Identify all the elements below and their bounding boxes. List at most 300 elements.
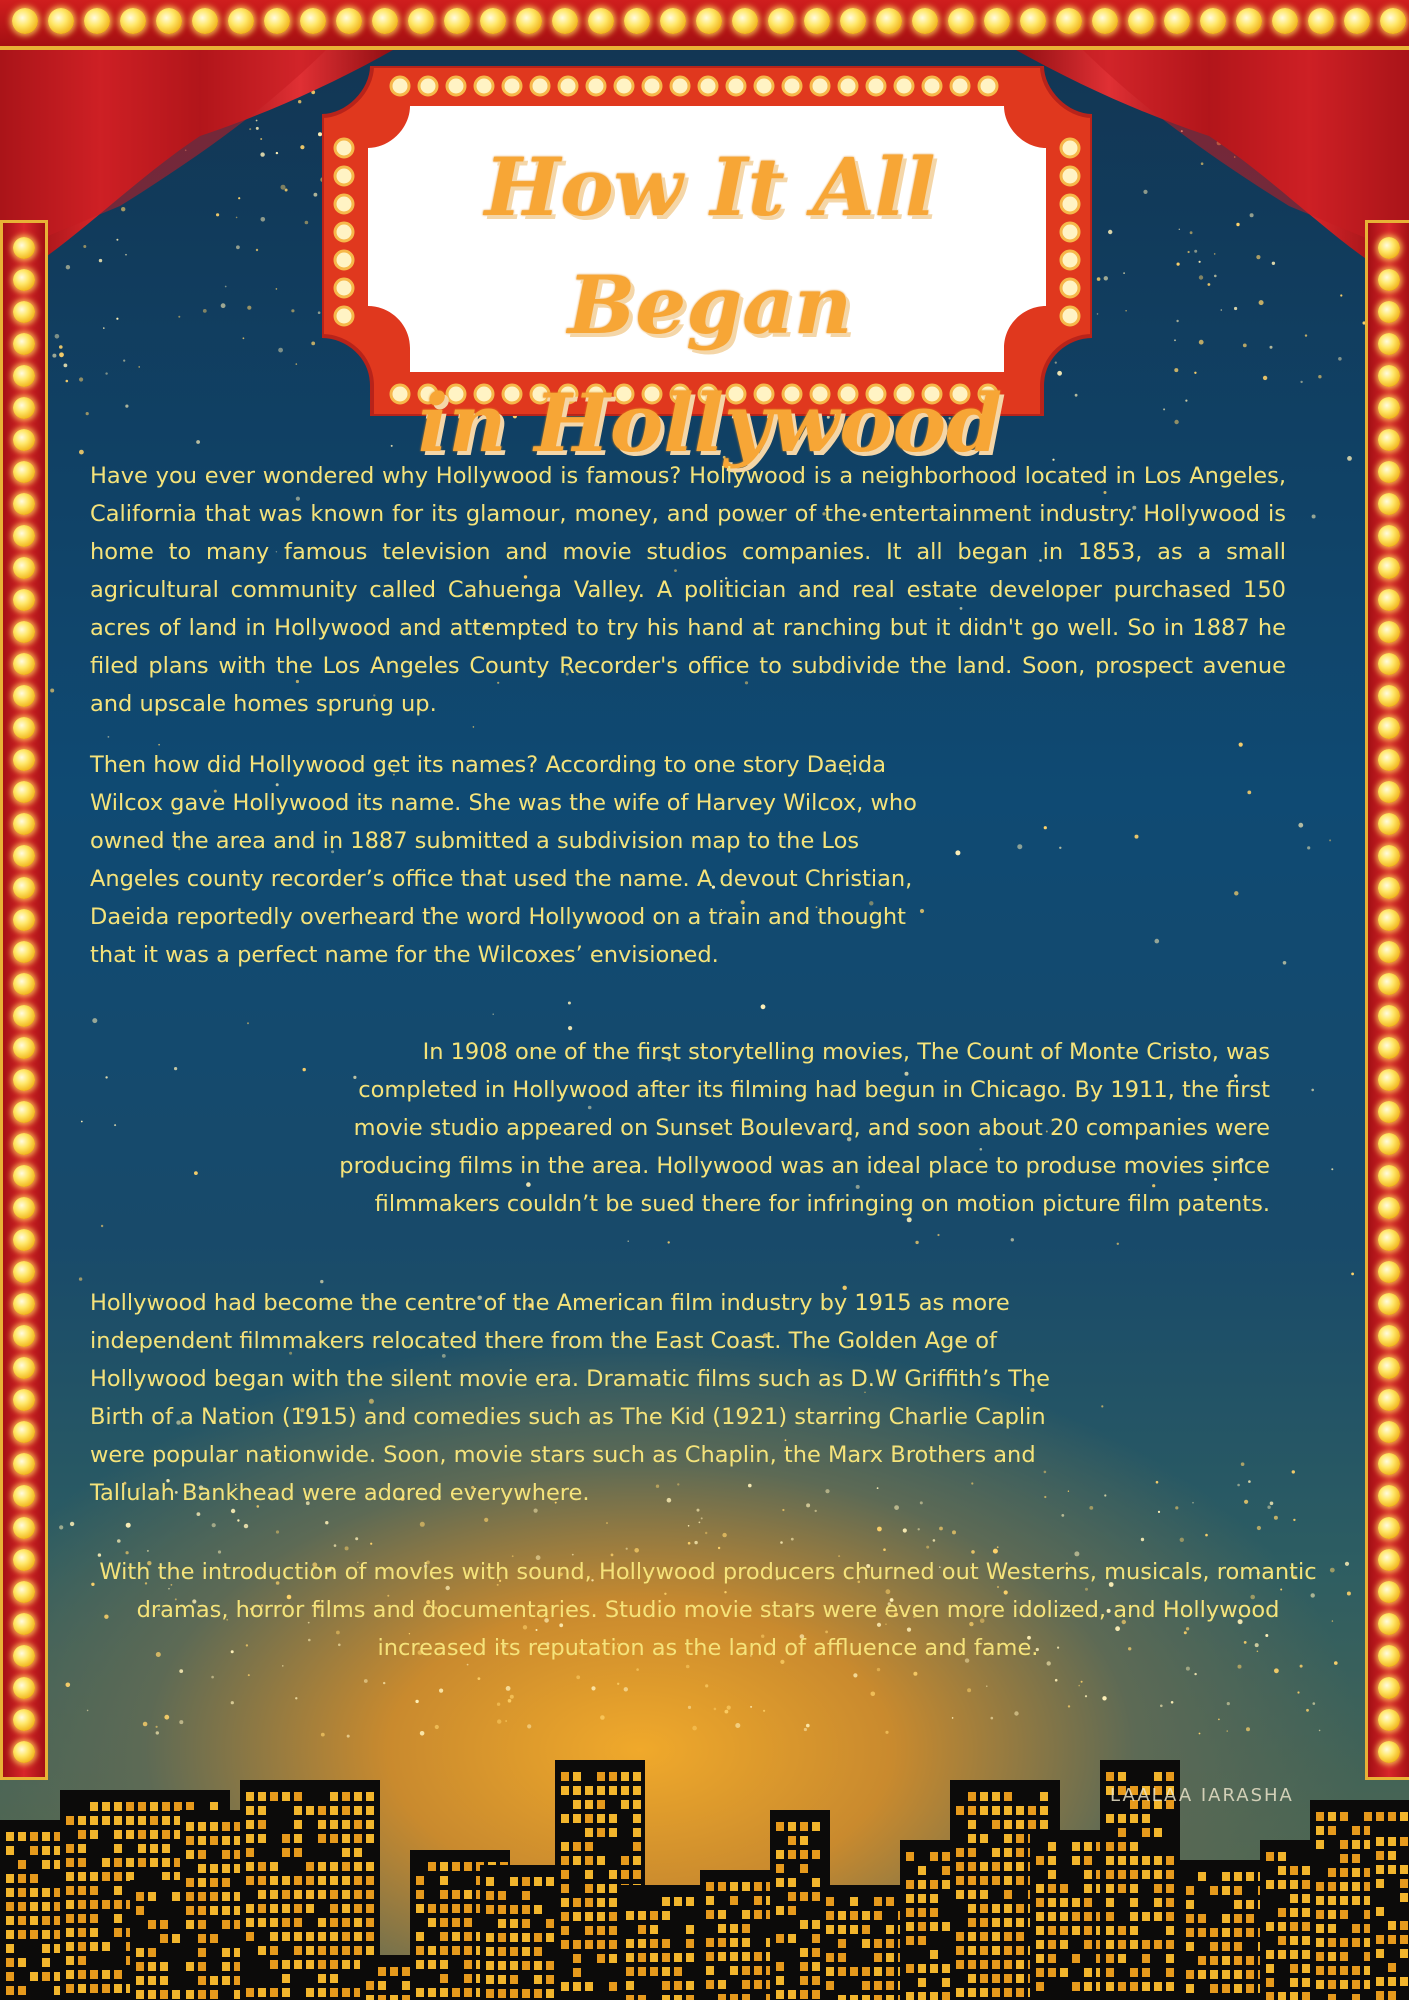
building-window (1106, 1912, 1114, 1921)
building-window (1142, 1870, 1150, 1879)
building-window (1246, 1914, 1254, 1923)
bulb-icon (13, 845, 35, 867)
building-window (1130, 1926, 1138, 1935)
building-window (1340, 1868, 1348, 1877)
paragraph-intro: Have you ever wondered why Hollywood is famous? Hollywood is a neighborhood located in Los Angeles, California that was known for its glamour, money, and power of the entertainment industry. Hollywood is home to many famous television and movie studios companies. It all began in 1853, as a small agricultural community called Cahuenga Valley. A politician and real estate developer purchased 150 acres of land in Hollywood and attempted to try his hand at ranching but it didn't go well. So in 1887 he filed plans with the Los Angeles County Recorder's office to subdivide the land. Soon, prospect avenue and upscale homes sprung up. (90, 463, 1286, 717)
building-window (160, 1976, 168, 1985)
building-window (66, 1914, 74, 1923)
sparkle-dot (1305, 334, 1307, 336)
building-window (270, 1932, 278, 1941)
sparkle-dot (79, 377, 83, 381)
building-window (686, 1925, 694, 1934)
building-window (354, 1820, 362, 1829)
bulb-icon (1378, 429, 1400, 451)
building-window (546, 1933, 554, 1942)
building-window (258, 1876, 266, 1885)
sign-bulb-icon (335, 195, 353, 213)
building-window (282, 1834, 290, 1843)
building-window (621, 1870, 629, 1879)
bulb-icon (13, 1005, 35, 1027)
building-window (1142, 1856, 1150, 1865)
sparkle-dot (1307, 846, 1310, 849)
building-window (1388, 1935, 1396, 1944)
building-window (172, 1990, 180, 1999)
building-window (66, 1900, 74, 1909)
building-window (198, 1906, 206, 1915)
bulb-icon (13, 429, 35, 451)
building-window (402, 1995, 410, 2000)
building-window (258, 1862, 266, 1871)
building-window (90, 1802, 98, 1811)
building-window (1316, 1938, 1324, 1947)
building-window (78, 1886, 86, 1895)
building-window (428, 1946, 436, 1955)
building-window (742, 1882, 750, 1891)
building-window (428, 1918, 436, 1927)
building-window (102, 1970, 110, 1979)
building-window (886, 1981, 894, 1990)
building-window (942, 1866, 950, 1875)
building-window (561, 1772, 569, 1781)
building-window (66, 1844, 74, 1853)
building-window (1234, 1886, 1242, 1895)
building-window (788, 1906, 796, 1915)
building-window (788, 1990, 796, 1999)
sparkle-dot (1292, 1470, 1295, 1473)
building-window (246, 1792, 254, 1801)
building-window (980, 1806, 988, 1815)
building-window (258, 1988, 266, 1997)
building-window (174, 1802, 182, 1811)
building-window (294, 1820, 302, 1829)
building-window (1198, 1914, 1206, 1923)
building-window (342, 1834, 350, 1843)
building-window (930, 1894, 938, 1903)
building-window (186, 1836, 194, 1845)
building-window (1016, 1862, 1024, 1871)
building-window (318, 1862, 326, 1871)
building-window (546, 1989, 554, 1998)
building-window (674, 1981, 682, 1990)
building-window (968, 1820, 976, 1829)
building-window (609, 1954, 617, 1963)
building-window (1004, 1890, 1012, 1899)
building-window (706, 1952, 714, 1961)
building-window (754, 1896, 762, 1905)
sparkle-dot (1180, 1538, 1184, 1542)
title-line-2: in Hollywood (417, 376, 1003, 470)
building-window (1130, 1814, 1138, 1823)
sparkle-dot (1104, 1494, 1106, 1496)
building-window (452, 1988, 460, 1997)
building-window (534, 1947, 542, 1956)
sparkle-dot (237, 1519, 239, 1521)
building-window (258, 1834, 266, 1843)
building-window (626, 1911, 634, 1920)
building-window (1142, 1968, 1150, 1977)
building-window (318, 1946, 326, 1955)
sparkle-dot (1174, 420, 1178, 424)
sparkle-dot (1141, 1538, 1144, 1541)
bulb-icon (1378, 845, 1400, 867)
building-window (102, 1816, 110, 1825)
building-window (318, 1876, 326, 1885)
building-window (210, 1990, 218, 1999)
sparkle-dot (606, 1522, 608, 1524)
building-window (906, 1964, 914, 1973)
sparkle-dot (117, 1539, 121, 1543)
building-window (968, 1890, 976, 1899)
building-window (318, 1834, 326, 1843)
building-window (980, 1946, 988, 1955)
building-window (1016, 1960, 1024, 1969)
building-window (416, 1876, 424, 1885)
bulb-icon (372, 8, 398, 34)
sparkle-dot (212, 1523, 216, 1527)
sparkle-dot (1156, 1481, 1159, 1484)
building-window (1004, 1792, 1012, 1801)
bulb-icon (1308, 8, 1334, 34)
building-window (1266, 1922, 1274, 1931)
building-window (30, 1916, 38, 1925)
building-window (114, 1858, 122, 1867)
building-window (1186, 1928, 1194, 1937)
building-window (486, 1877, 494, 1886)
building-window (1084, 1842, 1092, 1851)
sparkle-dot (1270, 346, 1273, 349)
sparkle-dot (1293, 1519, 1295, 1521)
bulb-icon (1378, 1069, 1400, 1091)
sparkle-dot (318, 311, 321, 314)
building-window (812, 1892, 820, 1901)
building-window (686, 1981, 694, 1990)
building-window (742, 1952, 750, 1961)
building-window (718, 1994, 726, 2000)
building-window (1036, 1954, 1044, 1963)
building-window (1278, 1922, 1286, 1931)
building-window (66, 1872, 74, 1881)
building-window (573, 1940, 581, 1949)
sparkle-dot (1205, 1534, 1208, 1537)
building-window (342, 1932, 350, 1941)
building-window (498, 1989, 506, 1998)
building-window (1004, 1806, 1012, 1815)
building-window (674, 1897, 682, 1906)
building-window (1352, 1840, 1360, 1849)
building-window (1036, 1898, 1044, 1907)
building-window (1016, 1806, 1024, 1815)
building-window (626, 1939, 634, 1948)
building-window (150, 1858, 158, 1867)
building-window (1278, 1866, 1286, 1875)
building-window (1388, 1977, 1396, 1986)
building-window (956, 1932, 964, 1941)
building-window (1154, 1982, 1162, 1991)
sparkle-dot (1194, 1673, 1196, 1675)
building-window (597, 1814, 605, 1823)
building-window (800, 1976, 808, 1985)
building-window (1004, 1918, 1012, 1927)
building-window (1048, 1842, 1056, 1851)
building-window (1084, 1884, 1092, 1893)
building-window (812, 1850, 820, 1859)
building-window (742, 1966, 750, 1975)
building-window (838, 1967, 846, 1976)
building-window (1040, 1806, 1048, 1815)
building-window (1016, 1848, 1024, 1857)
bulb-icon (13, 1517, 35, 1539)
building-window (102, 1858, 110, 1867)
building-window (6, 1916, 14, 1925)
building-window (198, 1822, 206, 1831)
sparkle-dot (1234, 307, 1237, 310)
sparkle-dot (1283, 961, 1287, 965)
building-window (78, 1872, 86, 1881)
building-window (956, 1862, 964, 1871)
building-window (510, 1877, 518, 1886)
building-window (138, 1816, 146, 1825)
building-window (510, 1933, 518, 1942)
building-window (1166, 1912, 1174, 1921)
building-window (136, 1892, 144, 1901)
sparkle-dot (1234, 891, 1238, 895)
building-window (662, 1939, 670, 1948)
building-window (1352, 1994, 1360, 2000)
building-window (270, 1862, 278, 1871)
building-window (390, 1967, 398, 1976)
building-window (66, 1970, 74, 1979)
sparkle-dot (722, 1533, 726, 1537)
building-window (956, 1890, 964, 1899)
bulb-icon (13, 525, 35, 547)
sign-bulb-icon (783, 77, 801, 95)
building-window (621, 1772, 629, 1781)
building-window (585, 1898, 593, 1907)
building-window (1316, 1952, 1324, 1961)
city-skyline (0, 1680, 1409, 2000)
sparkle-dot (1332, 1620, 1333, 1621)
building-window (210, 1822, 218, 1831)
building-window (342, 1862, 350, 1871)
building-window (1028, 1820, 1036, 1829)
building-window (306, 1904, 314, 1913)
bulb-icon (13, 1261, 35, 1283)
building-window (318, 1988, 326, 1997)
building-window (1060, 1926, 1068, 1935)
building-window (980, 1988, 988, 1997)
building-window (706, 1896, 714, 1905)
building-window (486, 1989, 494, 1998)
building-window (486, 1961, 494, 1970)
building-window (1004, 1960, 1012, 1969)
bulb-icon (13, 1229, 35, 1251)
building-window (366, 1946, 374, 1955)
building-window (992, 1960, 1000, 1969)
sparkle-dot (1199, 340, 1204, 345)
bulb-icon (804, 8, 830, 34)
building-window (330, 1876, 338, 1885)
building-window (186, 1878, 194, 1887)
building-window (366, 1995, 374, 2000)
building-window (1316, 1812, 1324, 1821)
building-window (354, 1946, 362, 1955)
building-window (930, 1950, 938, 1959)
building-window (354, 1792, 362, 1801)
sparkle-dot (1340, 294, 1342, 296)
building-window (198, 1836, 206, 1845)
building-window (1036, 1982, 1044, 1991)
building-window (210, 1864, 218, 1873)
building-window (160, 1962, 168, 1971)
building-window (1340, 1938, 1348, 1947)
sparkle-dot (1259, 300, 1264, 305)
building-window (1364, 1812, 1372, 1821)
sign-bulb-icon (671, 77, 689, 95)
building-window (1290, 1866, 1298, 1875)
building-window (18, 1930, 26, 1939)
sparkle-dot (1174, 368, 1178, 372)
building-window (742, 1910, 750, 1919)
building-window (78, 1830, 86, 1839)
building-window (126, 1830, 134, 1839)
building-window (1072, 1856, 1080, 1865)
building-window (1004, 1946, 1012, 1955)
building-window (992, 1988, 1000, 1997)
building-window (114, 1830, 122, 1839)
sparkle-dot (66, 380, 69, 383)
building-window (730, 1882, 738, 1891)
sparkle-dot (125, 405, 128, 408)
building-window (42, 1846, 50, 1855)
building-window (776, 1962, 784, 1971)
building-window (609, 1940, 617, 1949)
building-window (1004, 1848, 1012, 1857)
sparkle-dot (915, 1241, 918, 1244)
building-window (90, 1984, 98, 1993)
building-window (452, 1862, 460, 1871)
building-window (800, 1920, 808, 1929)
building-window (126, 1872, 134, 1881)
building-window (1302, 1978, 1310, 1987)
building-window (1154, 1870, 1162, 1879)
sparkle-dot (634, 1548, 639, 1553)
building-window (90, 1900, 98, 1909)
building-window (626, 1995, 634, 2000)
building-window (1106, 1856, 1114, 1865)
building-window (609, 1884, 617, 1893)
building-window (318, 1890, 326, 1899)
building-window (1246, 1970, 1254, 1979)
building-window (1278, 1950, 1286, 1959)
building-window (294, 1876, 302, 1885)
building-window (918, 1936, 926, 1945)
building-window (621, 1786, 629, 1795)
building-window (366, 1834, 374, 1843)
sparkle-dot (903, 1528, 907, 1532)
building-window (992, 1792, 1000, 1801)
building-window (498, 1947, 506, 1956)
building-window (1222, 1928, 1230, 1937)
building-window (428, 1904, 436, 1913)
bulb-icon (1378, 1005, 1400, 1027)
building-window (498, 1975, 506, 1984)
bulb-icon (13, 973, 35, 995)
building-window (968, 1988, 976, 1997)
building-window (1352, 1826, 1360, 1835)
building-window (1118, 1842, 1126, 1851)
building-window (638, 1995, 646, 2000)
building-window (1352, 1868, 1360, 1877)
building-window (330, 1974, 338, 1983)
building-window (1106, 1898, 1114, 1907)
building-window (354, 1890, 362, 1899)
bulb-icon (13, 1581, 35, 1603)
building-window (850, 1967, 858, 1976)
building-window (162, 1816, 170, 1825)
sparkle-dot (688, 1525, 690, 1527)
building-window (1290, 1922, 1298, 1931)
building-window (573, 1912, 581, 1921)
building-window (1234, 1970, 1242, 1979)
building-window (1060, 1898, 1068, 1907)
building-window (1290, 1978, 1298, 1987)
building-window (1400, 1812, 1408, 1821)
building-window (1072, 1982, 1080, 1991)
bulb-icon (1378, 749, 1400, 771)
building-window (222, 1892, 230, 1901)
building-window (138, 1830, 146, 1839)
building-window (282, 1960, 290, 1969)
building-window (1210, 1956, 1218, 1965)
building-window (862, 1939, 870, 1948)
building-window (826, 1953, 834, 1962)
sparkle-dot (221, 303, 226, 308)
building-window (812, 1878, 820, 1887)
building-window (1328, 1924, 1336, 1933)
building-window (980, 1876, 988, 1885)
building-window (210, 1802, 218, 1811)
building-window (1290, 1992, 1298, 2000)
building-window (522, 1989, 530, 1998)
building-window (686, 1897, 694, 1906)
building-window (162, 1858, 170, 1867)
building-window (874, 1967, 882, 1976)
building-window (78, 1970, 86, 1979)
building-window (390, 1995, 398, 2000)
building-window (1154, 1912, 1162, 1921)
building-window (452, 1918, 460, 1927)
sign-bulb-icon (1061, 195, 1079, 213)
bulb-icon (13, 1389, 35, 1411)
building-window (282, 1904, 290, 1913)
building-window (1234, 1900, 1242, 1909)
building-window (1154, 1828, 1162, 1837)
bulb-icon (1378, 1229, 1400, 1251)
building-window (510, 1905, 518, 1914)
building-window (1388, 1991, 1396, 2000)
building-window (6, 1846, 14, 1855)
bulb-icon (1378, 813, 1400, 835)
sign-bulb-icon (335, 223, 353, 241)
building-window (956, 1960, 964, 1969)
building-window (486, 1933, 494, 1942)
building-window (930, 1880, 938, 1889)
building-window (1246, 1984, 1254, 1993)
building-window (1060, 1912, 1068, 1921)
bulb-icon (1378, 781, 1400, 803)
building-window (354, 1862, 362, 1871)
building-window (534, 1905, 542, 1914)
